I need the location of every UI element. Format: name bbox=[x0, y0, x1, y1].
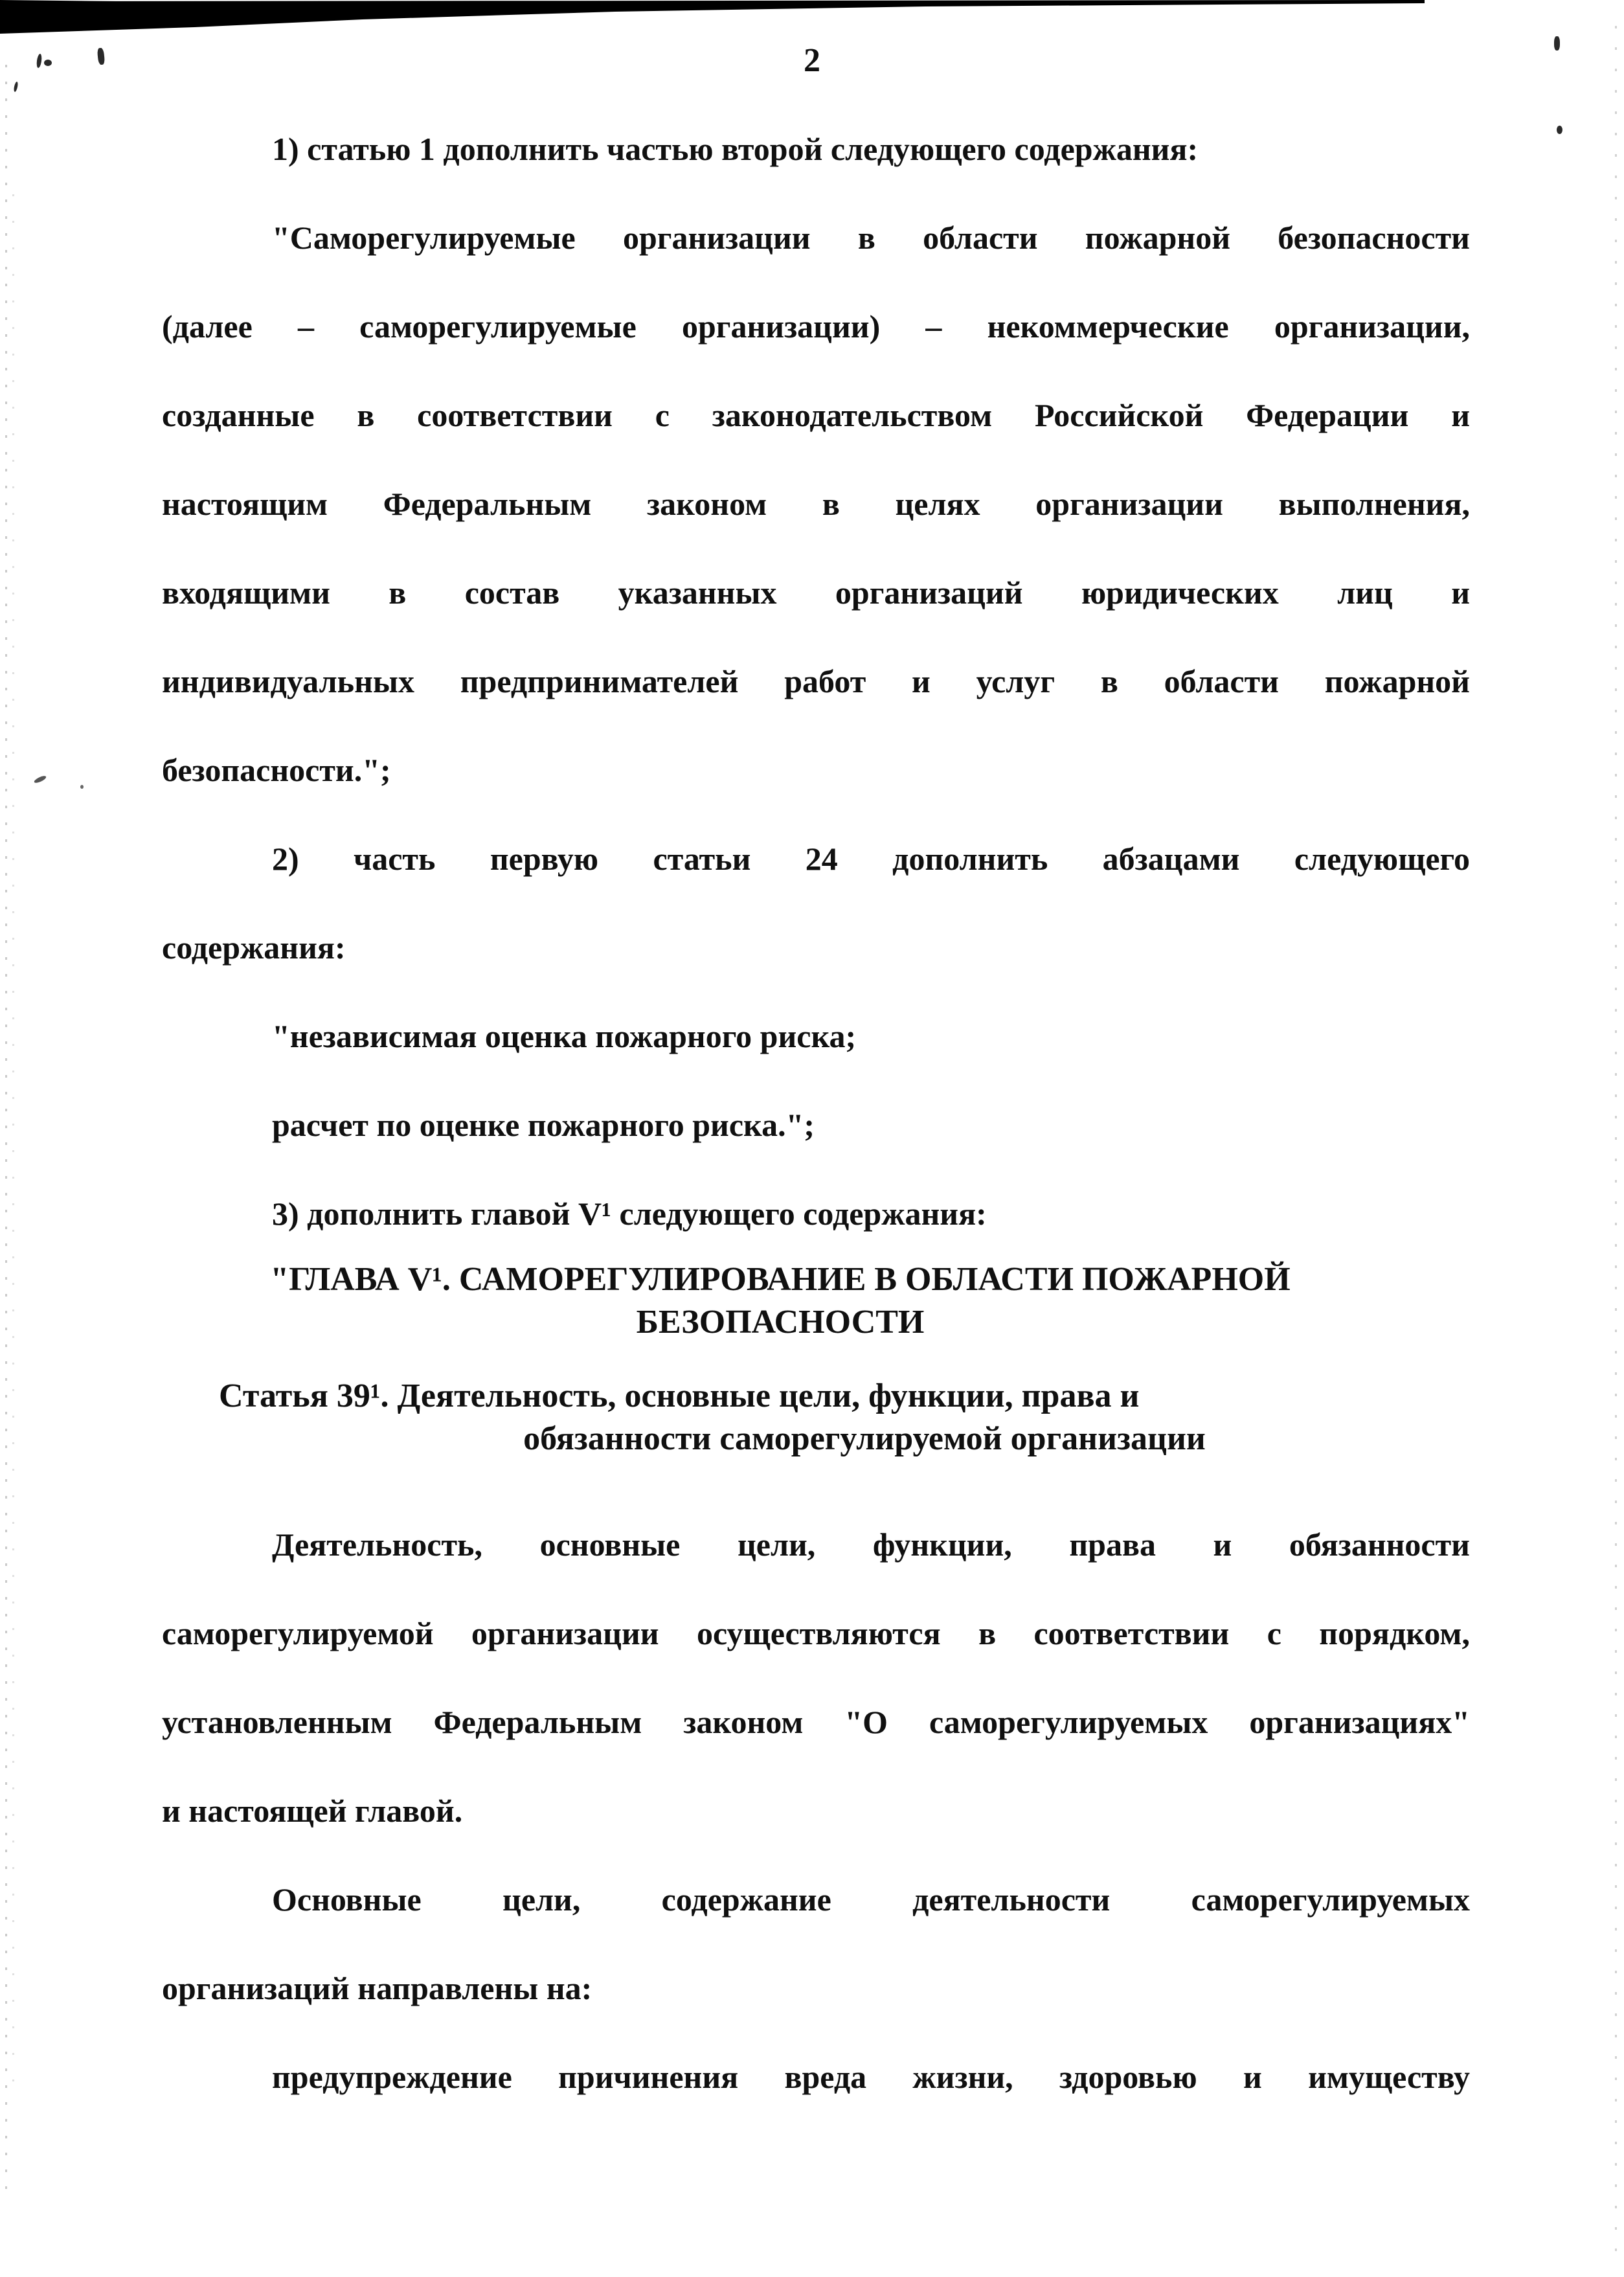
text-line: организаций направлены на: bbox=[162, 1970, 592, 2006]
chapter-heading: БЕЗОПАСНОСТИ bbox=[636, 1304, 925, 1341]
text-line: настоящим Федеральным законом в целях организации выполнения, bbox=[162, 486, 1470, 522]
scan-artifact-top bbox=[0, 0, 1624, 39]
text-line: безопасности."; bbox=[162, 752, 391, 788]
chapter-heading: "ГЛАВА V¹. САМОРЕГУЛИРОВАНИЕ В ОБЛАСТИ ПОЖАРНОЙ bbox=[270, 1261, 1291, 1298]
text-line: и настоящей главой. bbox=[162, 1793, 463, 1829]
scan-speck bbox=[33, 775, 47, 784]
text-line: содержания: bbox=[162, 929, 346, 966]
page-number: 2 bbox=[804, 42, 820, 79]
scan-speck bbox=[1557, 126, 1562, 134]
text-line: Основные цели, содержание деятельности саморегулируемых bbox=[272, 1881, 1470, 1918]
scan-speck bbox=[13, 82, 18, 93]
text-line: расчет по оценке пожарного риска."; bbox=[272, 1107, 815, 1143]
text-line: 1) статью 1 дополнить частью второй следующего содержания: bbox=[272, 131, 1199, 167]
text-line: "независимая оценка пожарного риска; bbox=[272, 1018, 857, 1054]
text-line: 3) дополнить главой V¹ следующего содержания: bbox=[272, 1195, 987, 1232]
article-heading: обязанности саморегулируемой организации bbox=[523, 1420, 1206, 1457]
document-body bbox=[162, 105, 1470, 2122]
text-line: предупреждение причинения вреда жизни, здоровью и имуществу bbox=[272, 2059, 1470, 2095]
scan-speck bbox=[80, 785, 84, 789]
text-line: Деятельность, основные цели, функции, права и обязанности bbox=[272, 1526, 1470, 1563]
text-line: созданные в соответствии с законодательством Российской Федерации и bbox=[162, 397, 1470, 433]
text-line: "Саморегулируемые организации в области пожарной безопасности bbox=[272, 220, 1470, 256]
scan-noise-right bbox=[1615, 26, 1617, 2254]
text-line: индивидуальных предпринимателей работ и услуг в области пожарной bbox=[162, 663, 1470, 699]
text-line: саморегулируемой организации осуществляются в соответствии с порядком, bbox=[162, 1615, 1470, 1651]
text-line: входящими в состав указанных организаций юридических лиц и bbox=[162, 574, 1470, 611]
text-line: (далее – саморегулируемые организации) – некоммерческие организации, bbox=[162, 308, 1470, 345]
text-line: установленным Федеральным законом "О саморегулируемых организациях" bbox=[162, 1704, 1470, 1740]
article-heading: Статья 39¹. Деятельность, основные цели, функции, права и bbox=[219, 1377, 1140, 1414]
scan-noise-left bbox=[12, 194, 14, 2105]
scan-noise-left bbox=[5, 65, 7, 2202]
text-line: 2) часть первую статьи 24 дополнить абзацами следующего bbox=[272, 841, 1470, 877]
